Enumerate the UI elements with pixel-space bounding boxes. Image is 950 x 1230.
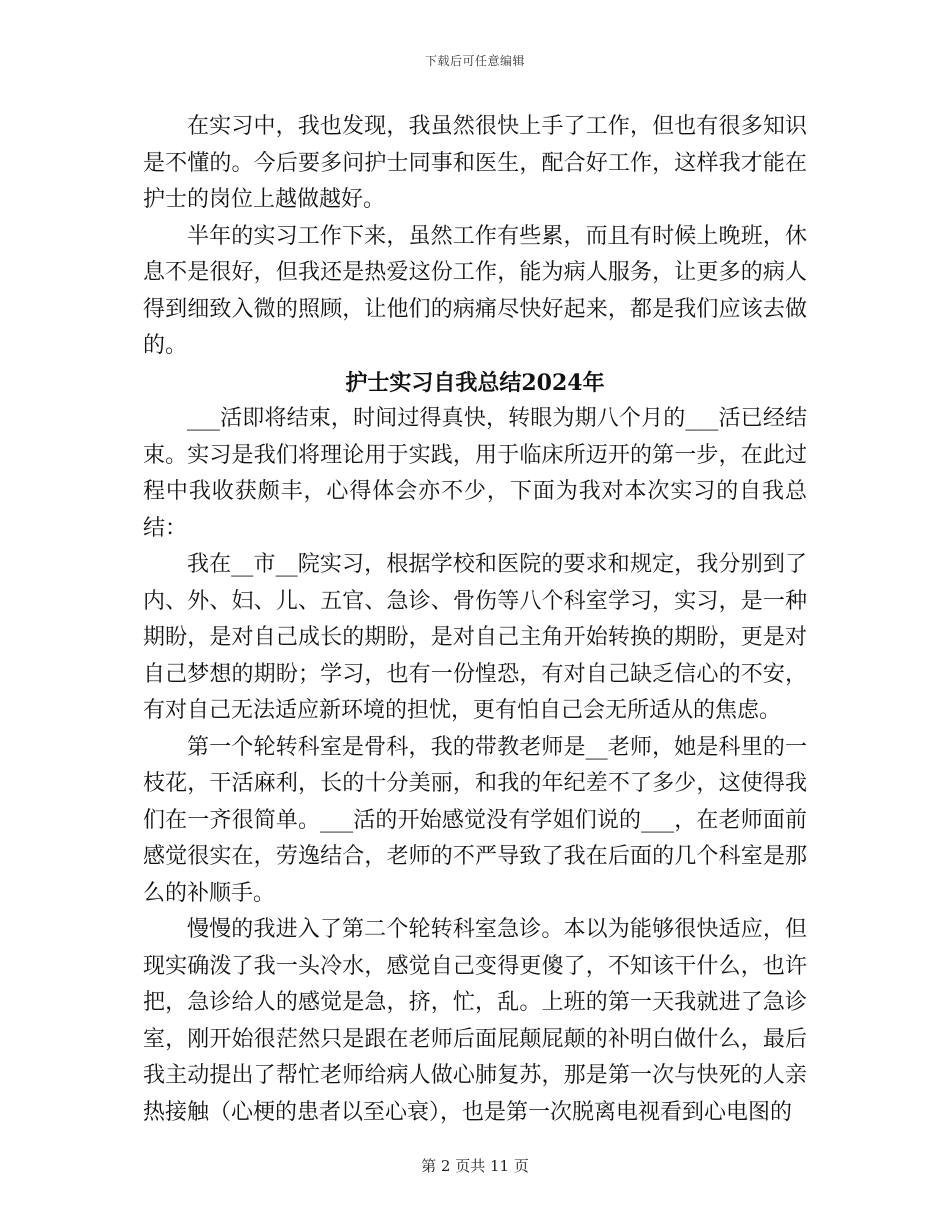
section-title: 护士实习自我总结2024年: [345, 369, 605, 396]
paragraph-departments: 我在__市__院实习，根据学校和医院的要求和规定，我分别到了内、外、妇、儿、五官、急诊、骨伤等八个科室学习，实习，是一种期盼，是对自己成长的期盼，是对自己主角开始转换的期盼，更是对自己梦想的期盼；学习，也有一份惶恐，有对自己缺乏信心的不安，有对自己无法适应新环境的担忧，更有怕自己会无所适从的焦虑。: [143, 552, 807, 723]
paragraph-introduction: ___活即将结束，时间过得真快，转眼为期八个月的___活已经结束。实习是我们将理论用于实践，用于临床所迈开的第一步，在此过程中我收获颇丰，心得体会亦不少，下面为我对本次实习的自我总结：: [143, 406, 807, 541]
paragraph-half-year-reflection: 半年的实习工作下来，虽然工作有些累，而且有时候上晚班，休息不是很好，但我还是热爱这份工作，能为病人服务，让更多的病人得到细致入微的照顾，让他们的病痛尽快好起来，都是我们应该去做的。: [143, 223, 807, 358]
page-header: 下载后可任意编辑: [424, 54, 525, 68]
document-body: [143, 109, 807, 1131]
paragraph-emergency: 慢慢的我进入了第二个轮转科室急诊。本以为能够很快适应，但现实确泼了我一头冷水，感觉自己变得更傻了，不知该干什么，也许把，急诊给人的感觉是急，挤，忙，乱。上班的第一天我就进了急诊室，刚开始很茫然只是跟在老师后面屁颠屁颠的补明白做什么，最后我主动提出了帮忙老师给病人做心肺复苏，那是第一次与快死的人亲热接触（心梗的患者以至心衰），也是第一次脱离电视看到心电图的: [143, 917, 807, 1125]
paragraph-orthopedics: 第一个轮转科室是骨科，我的带教老师是__老师，她是科里的一枝花，干活麻利，长的十分美丽，和我的年纪差不了多少，这使得我们在一齐很简单。___活的开始感觉没有学姐们说的___，在老师面前感觉很实在，劳逸结合，老师的不严导致了我在后面的几个科室是那么的补顺手。: [143, 734, 807, 906]
page-footer: 第 2 页共 11 页: [421, 1157, 529, 1175]
paragraph-internship-learning: 在实习中，我也发现，我虽然很快上手了工作，但也有很多知识是不懂的。今后要多问护士同事和医生，配合好工作，这样我才能在护士的岗位上越做越好。: [143, 114, 807, 212]
